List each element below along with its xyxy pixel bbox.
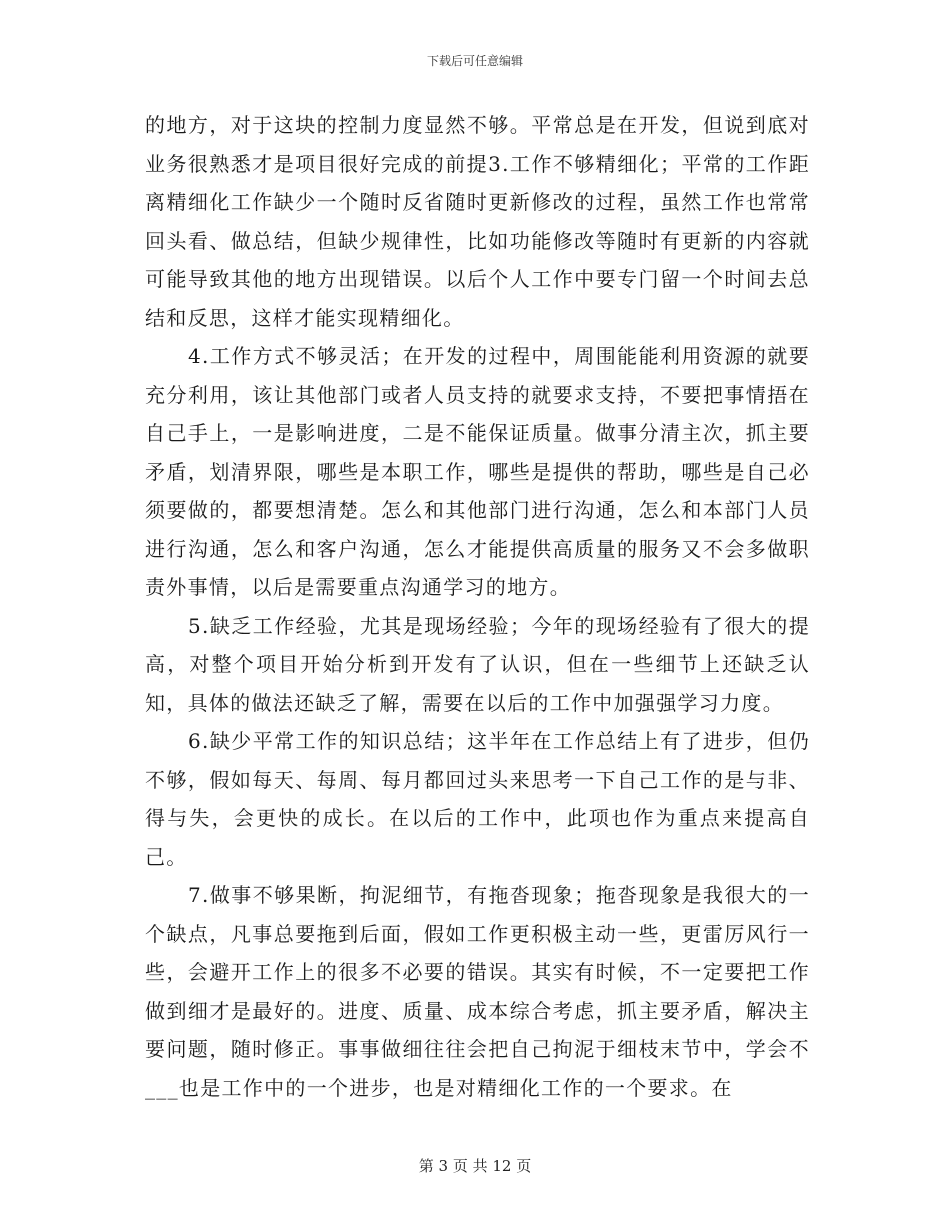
paragraph-item-5: 5.缺乏工作经验，尤其是现场经验；今年的现场经验有了很大的提高，对整个项目开始分析到开发有了认识，但在一些细节上还缺乏认知，具体的做法还缺乏了解，需要在以后的工作中加强强学习力度。 [145, 613, 810, 715]
paragraph-item-6: 6.缺少平常工作的知识总结；这半年在工作总结上有了进步，但仍不够，假如每天、每周、每月都回过头来思考一下自己工作的是与非、得与失，会更快的成长。在以后的工作中，此项也作为重点来提高自己。 [145, 729, 810, 869]
page-footer: 第 3 页 共 12 页 [418, 1157, 532, 1175]
paragraph-item-4: 4.工作方式不够灵活；在开发的过程中，周围能能利用资源的就要充分利用，该让其他部门或者人员支持的就要求支持，不要把事情捂在自己手上，一是影响进度，二是不能保证质量。做事分清主次，抓主要矛盾，划清界限，哪些是本职工作，哪些是提供的帮助，哪些是自己必须要做的，都要想清楚。怎么和其他部门进行沟通，怎么和本部门人员进行沟通，怎么和客户沟通，怎么才能提供高质量的服务又不会多做职责外事情，以后是需要重点沟通学习的地方。 [145, 344, 810, 599]
document-body [145, 106, 810, 1107]
paragraph-item-7: 7.做事不够果断，拘泥细节，有拖沓现象；拖沓现象是我很大的一个缺点，凡事总要拖到后面，假如工作更积极主动一些，更雷厉风行一些，会避开工作上的很多不必要的错误。其实有时候，不一定要把工作做到细才是最好的。进度、质量、成本综合考虑，抓主要矛盾，解决主要问题，随时修正。事事做细往往会把自己拘泥于细枝末节中，学会不___也是工作中的一个进步，也是对精细化工作的一个要求。在 [145, 883, 810, 1100]
paragraph-continuation: 的地方，对于这块的控制力度显然不够。平常总是在开发，但说到底对业务很熟悉才是项目很好完成的前提3.工作不够精细化；平常的工作距离精细化工作缺少一个随时反省随时更新修改的过程，虽然工作也常常回头看、做总结，但缺少规律性，比如功能修改等随时有更新的内容就可能导致其他的地方出现错误。以后个人工作中要专门留一个时间去总结和反思，这样才能实现精细化。 [145, 113, 810, 330]
page-header: 下载后可任意编辑 [426, 54, 523, 68]
